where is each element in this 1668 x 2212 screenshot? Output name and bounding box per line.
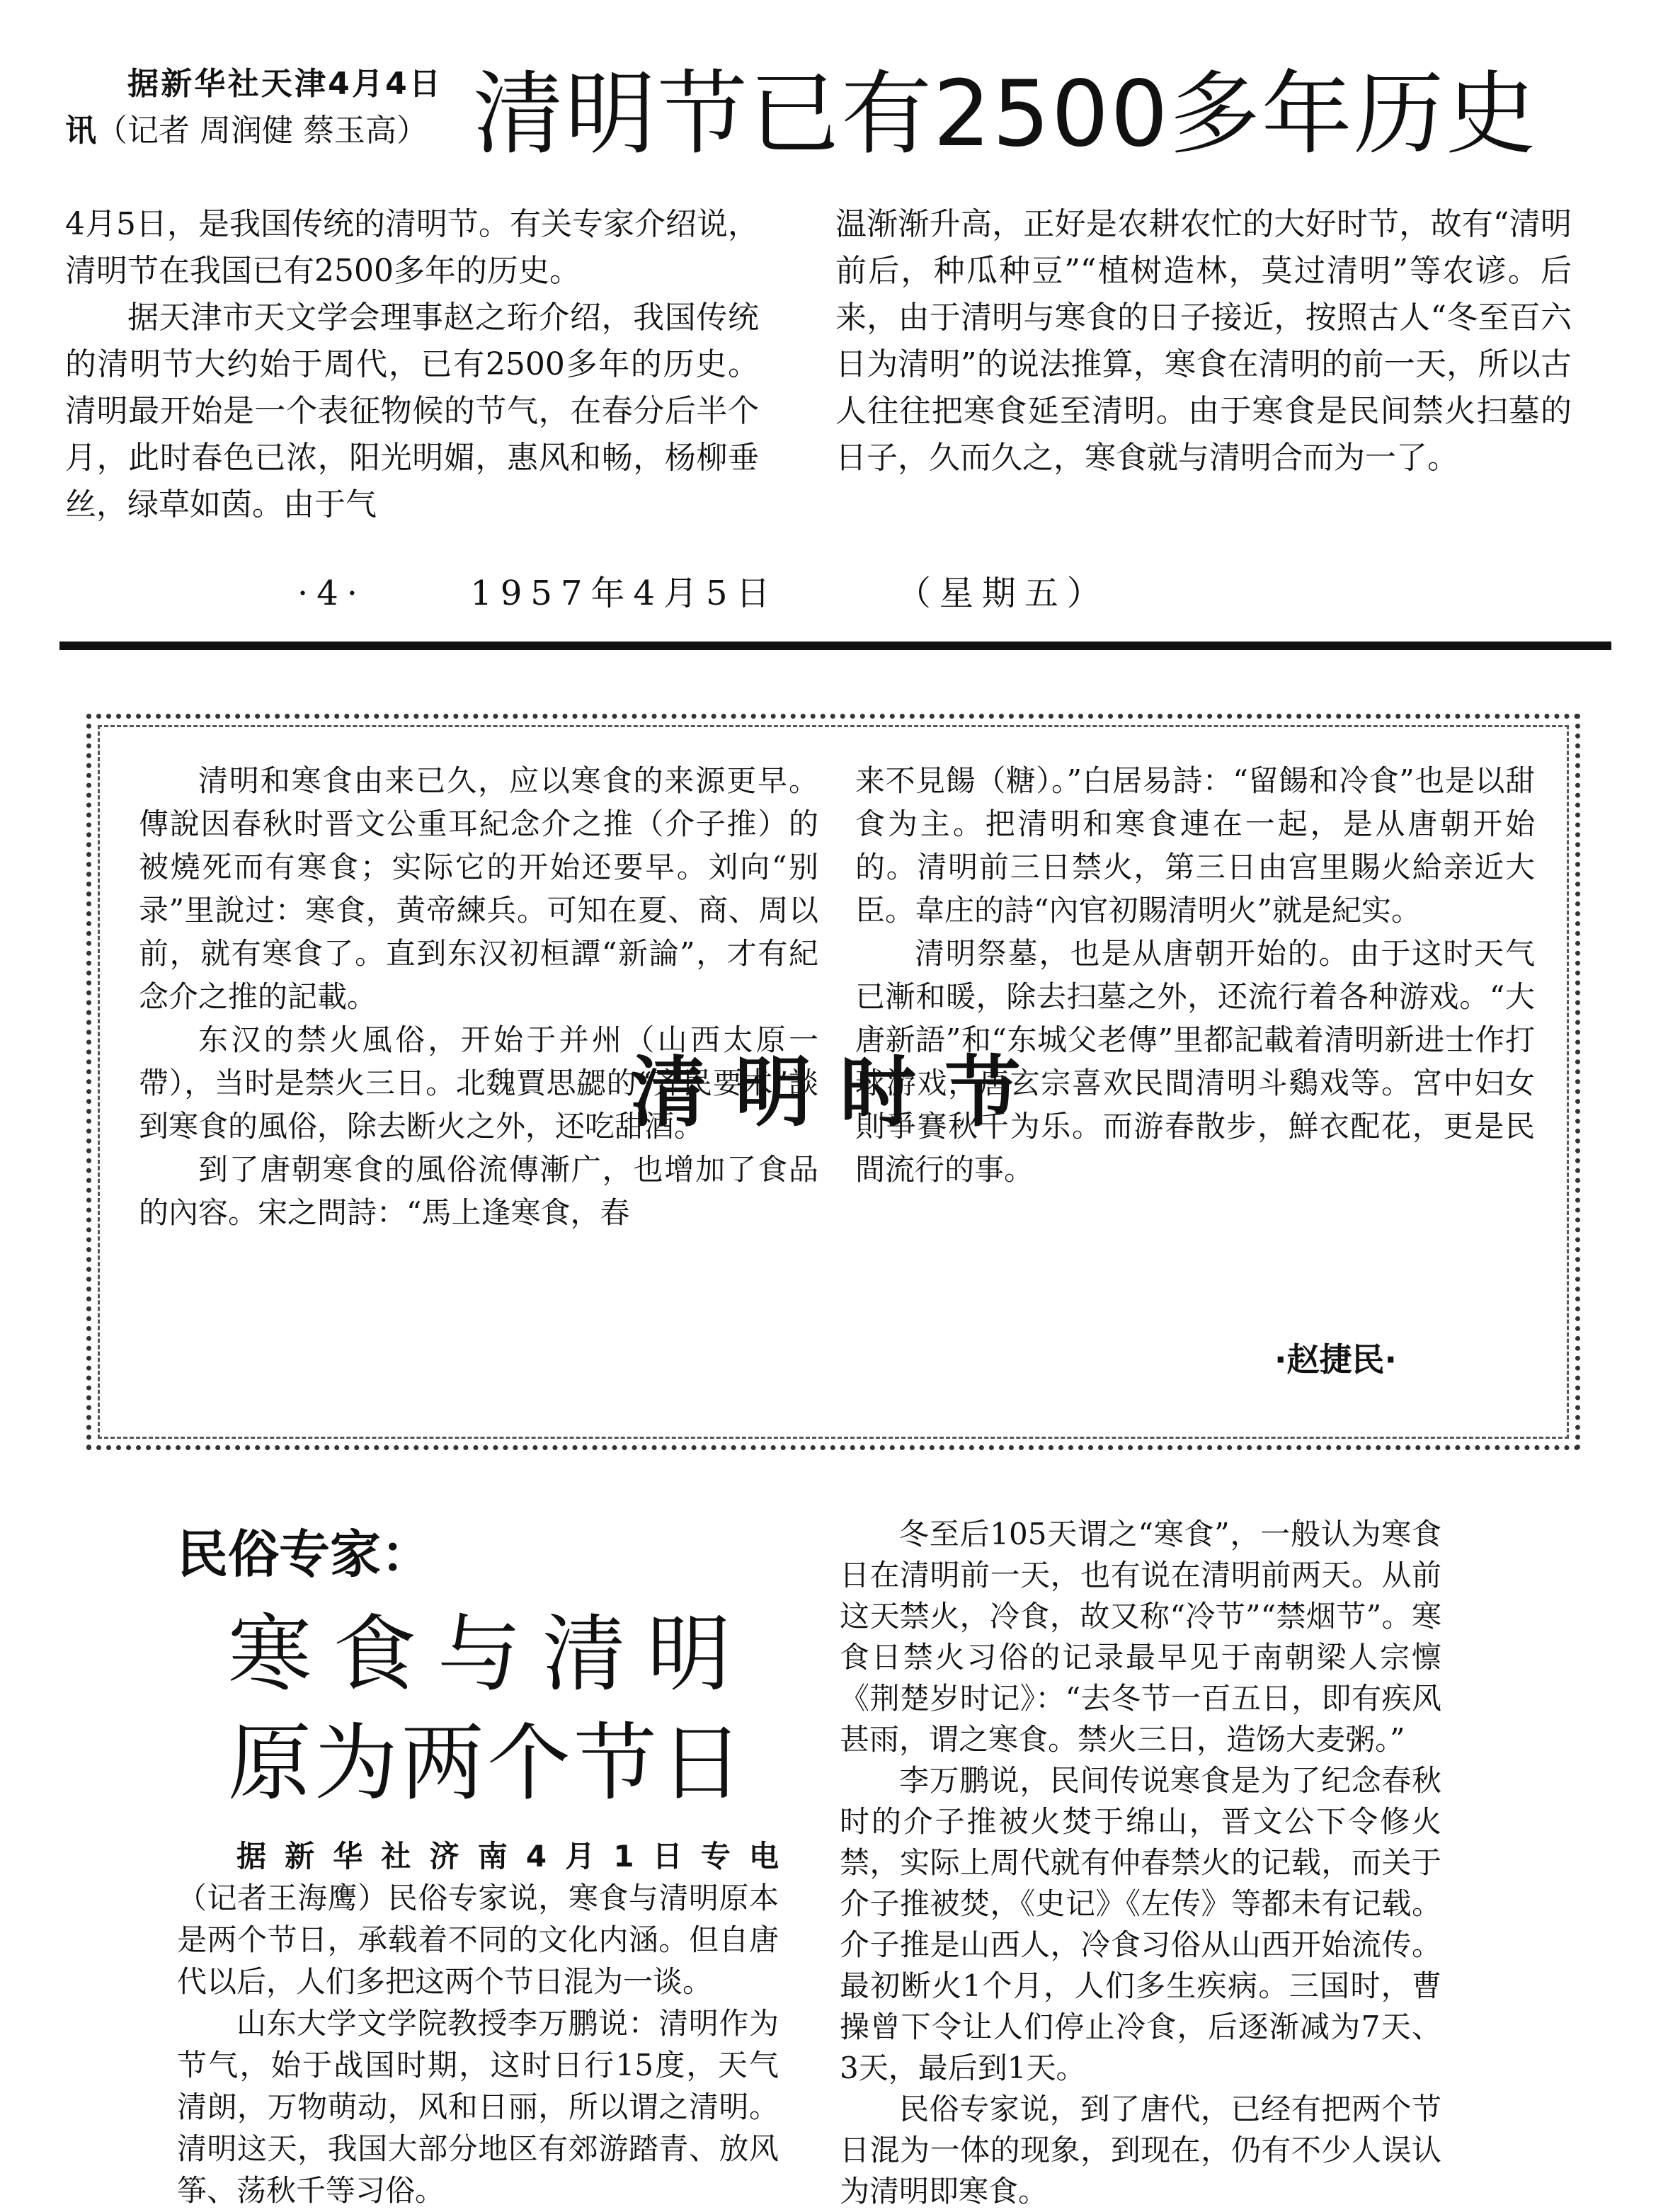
- article3-headline-line1: 寒食与清明: [228, 1605, 753, 1703]
- article3-paragraph-5: 民俗专家说，到了唐代，已经有把两个节日混为一体的现象，到现在，仍有不少人误认为清明即寒食。: [840, 2092, 1441, 2208]
- article2-paragraph-1: 清明和寒食由来已久，应以寒食的来源更早。傳說因春秋时晋文公重耳紀念介之推（介子推）的被燒死而有寒食；实际它的开始还要早。刘向“别录”里說过：寒食，黄帝練兵。可知在夏、商、周以前，就有寒食了。直到东汉初桓譚“新論”，才有紀念介之推的記載。: [139, 763, 818, 1014]
- article2-author: ·赵捷民·: [1274, 1340, 1397, 1379]
- article2-paragraph-2: 东汉的禁火風俗，开始于并州（山西太原一帶），当时是禁火三日。北魏賈思勰的“齐民要术”談到寒食的風俗，除去断火之外，还吃甜酒。: [139, 1022, 818, 1144]
- issue-date: 1957年4月5日: [470, 574, 779, 613]
- issue-weekday: （星期五）: [896, 574, 1109, 613]
- article1-byline: （记者 周润健 蔡玉高）: [96, 113, 428, 149]
- article3-lead-text: 民俗专家说，寒食与清明原本是两个节日，承载着不同的文化内涵。但自唐代以后，人们多把这两个节日混为一谈。: [177, 1881, 779, 1999]
- article3-paragraph-2: 山东大学文学院教授李万鹏说：清明作为节气，始于战国时期，这时日行15度，天气清朗，万物萌动，风和日丽，所以谓之清明。清明这天，我国大部分地区有郊游踏青、放风筝、荡秋千等习俗。: [177, 2006, 779, 2208]
- article3-headline-line2: 原为两个节日: [228, 1714, 747, 1812]
- article1-lead: [65, 61, 440, 154]
- article3-paragraph-4: 李万鹏说，民间传说寒食是为了纪念春秋时的介子推被火焚于绵山，晋文公下令修火禁，实际上周代就有仲春禁火的记载，而关于介子推被焚，《史记》《左传》等都未有记载。介子推是山西人，冷食习俗从山西开始流传。最初断火1个月，人们多生疾病。三国时，曹操曾下令让人们停止冷食，后逐渐减为7天、3天，最后到1天。: [840, 1763, 1441, 2085]
- article2-headline: 清明时节: [630, 1048, 1050, 1137]
- article2-paragraph-3-cont: 来不見餳（糖）。”白居易詩：“留餳和冷食”也是以甜食为主。把清明和寒食連在一起，是从唐朝开始的。清明前三日禁火，第三日由宫里賜火給亲近大臣。韋庄的詩“內官初賜清明火”就是紀实。: [855, 763, 1535, 928]
- article1-paragraph: 据天津市天文学会理事赵之珩介绍，我国传统的清明节大约始于周代，已有2500多年的历史。清明最开始是一个表征物候的节气，在春分后半个月，此时春色已浓，阳光明媚，惠风和畅，杨柳垂丝，绿草如茵。由于气: [65, 300, 759, 523]
- page-header: [297, 572, 1218, 615]
- article1-paragraph-cont: 温渐渐升高，正好是农耕农忙的大好时节，故有“清明前后，种瓜种豆”“植树造林，莫过清明”等农谚。后来，由于清明与寒食的日子接近，按照古人“冬至百六日为清明”的说法推算，寒食在清明的前一天，所以古人往往把寒食延至清明。由于寒食是民间禁火扫墓的日子，久而久之，寒食就与清明合而为一了。: [835, 206, 1572, 476]
- article3-dateline: 据新华社济南4月1日专电: [236, 1839, 779, 1874]
- article2-paragraph-3: 到了唐朝寒食的風俗流傳漸广，也增加了食品的內容。宋之問詩：“馬上逢寒食，春: [139, 1152, 818, 1230]
- page-number: ·4·: [297, 574, 367, 613]
- article2-paragraph-4: 清明祭墓，也是从唐朝开始的。由于这时天气已漸和暖，除去扫墓之外，还流行着各种游戏。“大唐新語”和“东城父老傳”里都記載着清明新进士作打球游戏，唐玄宗喜欢民間清明斗鷄戏等。宮中妇女則爭賽秋千为乐。而游春散步，鮮衣配花，更是民間流行的事。: [855, 936, 1535, 1187]
- article3-byline: （记者王海鹰）: [177, 1881, 388, 1915]
- header-rule: [59, 642, 1611, 650]
- article1-lead-text: 4月5日，是我国传统的清明节。有关专家介绍说，清明节在我国已有2500多年的历史。: [65, 206, 759, 289]
- article2-column-left: [139, 759, 818, 1234]
- article3-paragraph-3: 冬至后105天谓之“寒食”，一般认为寒食日在清明前一天，也有说在清明前两天。从前这天禁火，冷食，故又称“冷节”“禁烟节”。寒食日禁火习俗的记录最早见于南朝梁人宗懔《荆楚岁时记》：“去冬节一百五日，即有疾风甚雨，谓之寒食。禁火三日，造饧大麦粥。”: [840, 1517, 1441, 1757]
- article3-kicker: 民俗专家：: [177, 1524, 433, 1584]
- article1-column-right: [835, 201, 1572, 481]
- article3-column-left: [177, 1835, 779, 2211]
- article1-headline: 清明节已有2500多年历史: [473, 62, 1538, 167]
- article3-column-right: [840, 1514, 1441, 2212]
- article1-dateline: 据新华社天津4月4日讯: [65, 66, 440, 149]
- article1-column-left: [65, 201, 759, 528]
